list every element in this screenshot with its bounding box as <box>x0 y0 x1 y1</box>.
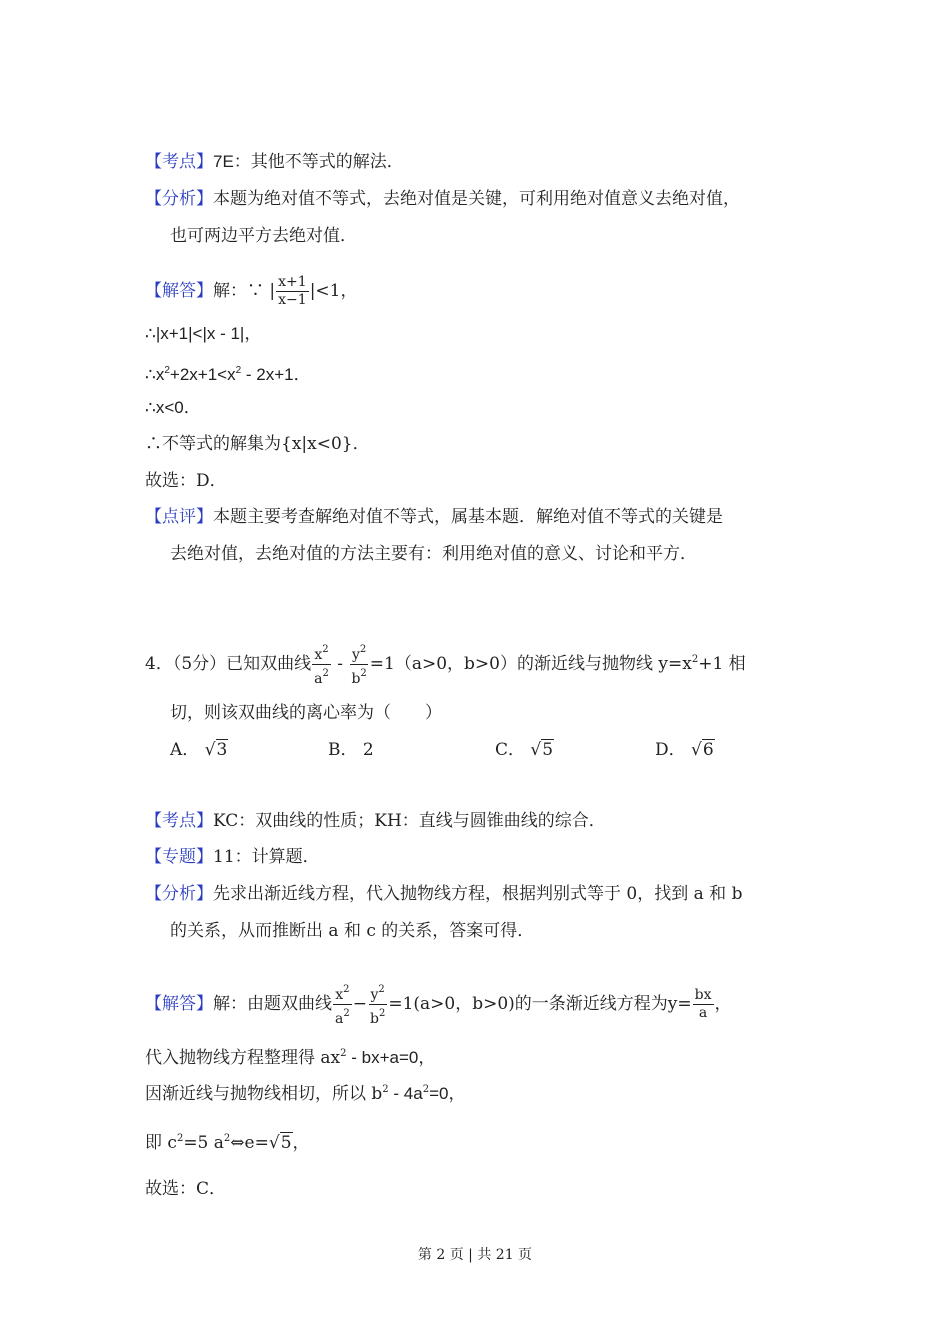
choice: 故选：C． <box>145 1179 227 1199</box>
a: a <box>314 671 323 687</box>
jieda-line <box>145 274 357 309</box>
text: ⇔e= <box>230 1133 269 1153</box>
option-b <box>328 739 374 761</box>
option-c <box>495 739 554 761</box>
text: 因渐近线与抛物线相切，所以 b <box>145 1084 383 1104</box>
b: b <box>351 671 361 687</box>
step-2-c: - 2x+1． <box>241 365 311 384</box>
sup: 2 <box>382 1084 389 1095</box>
fenxi-line <box>145 188 740 210</box>
step-2-a: ∴x <box>145 365 165 384</box>
kaodian-text: 7E：其他不等式的解法． <box>213 152 404 171</box>
dianping-text-2: 去绝对值，去绝对值的方法主要有：利用绝对值的意义、讨论和平方． <box>170 544 697 564</box>
option-label: B． <box>328 740 358 760</box>
step-2-b: +2x+1<x <box>169 365 236 384</box>
jieda-tag: 【解答】 <box>145 281 213 301</box>
text: =0， <box>429 1084 466 1103</box>
sup: 2 <box>322 644 329 655</box>
fenxi-text: 本题为绝对值不等式，去绝对值是关键，可利用绝对值意义去绝对值， <box>213 189 740 209</box>
sup: 2 <box>422 1084 430 1095</box>
radicand: 3 <box>216 740 228 760</box>
option-label: D． <box>655 740 686 760</box>
fenxi-tag: 【分析】 <box>145 189 213 209</box>
fenxi-line <box>145 883 742 905</box>
step-1 <box>145 1043 435 1069</box>
sup: 2 <box>235 365 242 376</box>
sup: 2 <box>340 1048 347 1059</box>
page-footer: 第 2 页 | 共 21 页 <box>417 1247 533 1263</box>
text: 代入抛物线方程整理得 ax <box>145 1048 341 1068</box>
step-1: ∴|x+1|<|x - 1|， <box>145 324 262 343</box>
stem-mid: =1（a>0，b>0）的渐近线与抛物线 y=x <box>369 654 692 674</box>
step-2 <box>145 1079 465 1105</box>
fraction <box>276 274 309 309</box>
radicand: 5 <box>542 740 554 760</box>
sqrt: √6 <box>691 740 714 760</box>
text: - 4a <box>388 1084 423 1103</box>
comma: ， <box>714 994 732 1014</box>
choice: 故选：D． <box>145 471 227 491</box>
sup: 2 <box>359 644 367 655</box>
fraction-x2-a2 <box>312 641 331 688</box>
b: b <box>369 1011 379 1027</box>
denominator: x−1 <box>278 292 307 308</box>
jieda-prefix: 解：由题双曲线 <box>213 994 332 1014</box>
kaodian-tag: 【考点】 <box>145 152 213 172</box>
sup: 2 <box>176 1133 184 1144</box>
sup: 2 <box>378 1008 386 1019</box>
step-4: ∴不等式的解集为{x|x<0}． <box>145 434 370 454</box>
kaodian-tag: 【考点】 <box>145 811 213 831</box>
step-2 <box>145 360 311 386</box>
numerator: bx <box>694 987 712 1003</box>
text: =5 a <box>183 1133 224 1153</box>
jieda-suffix: |<1， <box>309 281 358 301</box>
zhuanti-text: 11：计算题． <box>213 847 320 867</box>
fraction-bx-a <box>693 987 714 1022</box>
sup: 2 <box>343 984 350 995</box>
stem-end: +1 相 <box>698 654 746 674</box>
dianping-text: 本题主要考查解绝对值不等式，属基本题．解绝对值不等式的关键是 <box>213 507 723 527</box>
denominator: a <box>698 1005 708 1021</box>
text: 即 c <box>145 1133 177 1153</box>
fraction-y2-b2 <box>368 981 387 1028</box>
dianping-line <box>145 506 723 528</box>
zhuanti-line <box>145 846 320 868</box>
option-value: 2 <box>362 740 374 760</box>
kaodian-text: KC：双曲线的性质；KH：直线与圆锥曲线的综合． <box>213 811 606 831</box>
jieda-mid: =1(a>0，b>0)的一条渐近线方程为y= <box>388 994 692 1014</box>
sup: 2 <box>164 365 170 376</box>
fenxi-tag: 【分析】 <box>145 884 213 904</box>
comma: ， <box>292 1133 310 1153</box>
q4-stem <box>145 641 746 688</box>
sup: 2 <box>343 1008 350 1019</box>
sqrt: √3 <box>204 740 228 760</box>
x: x <box>335 987 344 1003</box>
y: y <box>351 647 360 663</box>
q4-stem-2: 切，则该双曲线的离心率为（ ） <box>170 703 442 723</box>
sup: 2 <box>691 654 699 665</box>
sup: 2 <box>322 668 329 679</box>
y: y <box>370 987 379 1003</box>
x: x <box>314 647 323 663</box>
sup: 2 <box>223 1133 231 1144</box>
text: - bx+a=0， <box>346 1048 436 1067</box>
sup: 2 <box>378 984 385 995</box>
jieda-tag: 【解答】 <box>145 994 213 1014</box>
option-a <box>170 739 228 761</box>
a: a <box>335 1011 344 1027</box>
radicand: 5 <box>280 1133 292 1153</box>
radicand: 6 <box>702 740 714 760</box>
fenxi-text: 先求出渐近线方程，代入抛物线方程，根据判别式等于 0，找到 a 和 b <box>213 884 743 904</box>
option-d <box>655 739 715 761</box>
fraction-x2-a2 <box>333 981 352 1028</box>
dianping-tag: 【点评】 <box>145 507 213 527</box>
fraction-y2-b2 <box>349 641 368 688</box>
zhuanti-tag: 【专题】 <box>145 847 213 867</box>
step-3 <box>145 1128 310 1154</box>
sup: 2 <box>360 668 367 679</box>
fenxi-text-2: 也可两边平方去绝对值． <box>170 226 357 246</box>
fenxi-text-2: 的关系，从而推断出 a 和 c 的关系，答案可得． <box>170 921 535 941</box>
sqrt: √5 <box>530 740 554 760</box>
minus: - <box>331 654 349 674</box>
jieda-line: 【解答】解：由题双曲线 $\frac{x^2}{a^2}$ − $\frac{y^2}{b^2}$ =1(a>0，b>0)的一条渐近线方程为y= $\frac{bx}{a}$ ， <box>145 981 732 1028</box>
jieda-prefix: 解：∵ | <box>213 281 276 301</box>
step-3: ∴x<0． <box>145 398 201 417</box>
option-label: A． <box>170 740 200 760</box>
kaodian-line <box>145 151 404 173</box>
stem-prefix: 4．（5分）已知双曲线 <box>145 654 312 674</box>
numerator: x+1 <box>278 274 307 290</box>
sqrt: √5 <box>268 1133 292 1153</box>
kaodian-line <box>145 810 606 832</box>
option-label: C． <box>495 740 526 760</box>
